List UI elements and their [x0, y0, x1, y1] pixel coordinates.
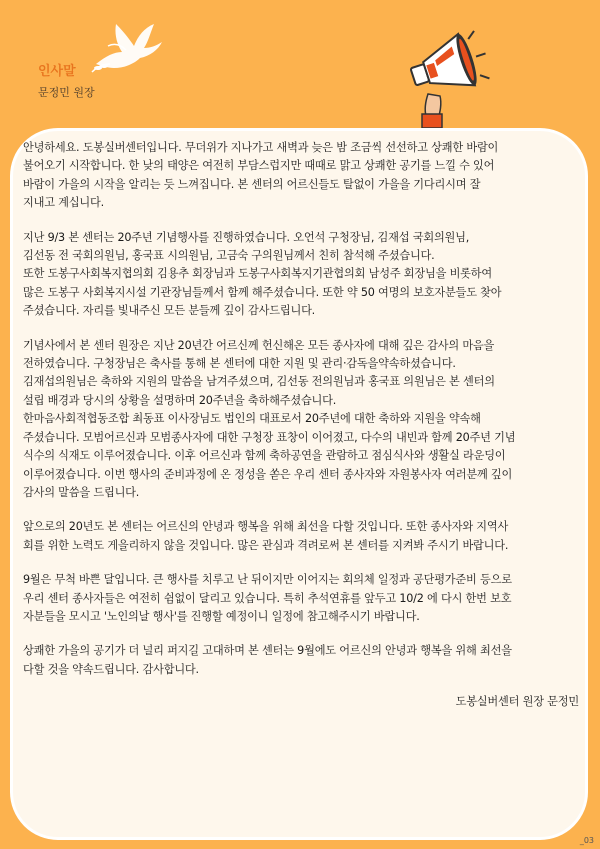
paragraph-ceremony: 기념사에서 본 센터 원장은 지난 20년간 어르신께 헌신해온 모든 종사자에 대해 깊은 감사의 마음을 전하였습니다. 구청장님은 축사를 통해 본 센터에 대한 지원 및 관리·감독을약속하셨습니다. 김재섭의원님은 축하와 지원의 말씀을 남겨주셨으며, 김선동 전의원님과 홍국표 의원님은 본 센터의 설립 배경과 당시의 상황을 설명하며 20주년을 축하해주셨습니다. 한마음사회적협동조합 최동표 이사장님도 법인의 대표로서 20주년에 대한 축하와 지원을 약속해 주셨습니다. 모범어르신과 모범종사자에 대한 구청장 표창이 이어졌고, 다수의 내빈과 함께 20주년 기념 식수의 식재도 이루어졌습니다. 이후 어르신과 함께 축하공연을 관람하고 점심식사와 생활실 라운딩이 이루어졌습니다. 이번 행사의 준비과정에 온 정성을 쏟은 우리 센터 종사자와 자원봉사자 여러분께 깊이 감사의 말씀을 드립니다. [23, 338, 516, 499]
paragraph-closing: 상쾌한 가을의 공기가 더 널리 퍼지길 고대하며 본 센터는 9월에도 어르신의 안녕과 행복을 위해 최선을 다할 것을 약속드립니다. 감사합니다. [23, 644, 512, 676]
page-subtitle: 문정민 원장 [38, 86, 95, 99]
page-number: _03 [579, 836, 594, 845]
megaphone-icon [398, 28, 490, 128]
dove-icon [88, 6, 168, 78]
page-title: 인사말 [38, 64, 76, 79]
paragraph-september: 9월은 무척 바쁜 달입니다. 큰 행사를 치루고 난 뒤이지만 이어지는 회의체 일정과 공단평가준비 등으로 우리 센터 종사자들은 여전히 쉼없이 달리고 있습니다. 특히 추석연휴를 앞두고 10/2 에 다시 한번 보호 자분들을 모시고 '노인의날 행사'를 진행할 예정이니 일정에 참고해주시기 바랍니다. [23, 573, 512, 623]
letter-body [23, 139, 579, 712]
paragraph-anniversary: 지난 9/3 본 센터는 20주년 기념행사를 진행하였습니다. 오언석 구청장님, 김재섭 국회의원님, 김선동 전 국회의원님, 홍국표 시의원님, 고금숙 구의원님께서 친히 참석해 주셨습니다. 또한 도봉구사회복지협의회 김용추 회장님과 도봉구사회복지기관협의회 남성주 회장님을 비롯하여 많은 도봉구 사회복지시설 기관장님들께서 함께 해주셨습니다. 또한 약 50 여명의 보호자분들도 찾아 주셨습니다. 자리를 빛내주신 모든 분들께 깊이 감사드립니다. [23, 230, 502, 318]
paragraph-greeting: 안녕하세요. 도봉실버센터입니다. 무더위가 지나가고 새벽과 늦은 밤 조금씩 선선하고 상쾌한 바람이 불어오기 시작합니다. 한 낮의 태양은 여전히 부담스럽지만 때때로 맑고 상쾌한 공기를 느낄 수 있어 바람이 가을의 시작을 알리는 듯 느껴집니다. 본 센터의 어르신들도 탈없이 가을을 기다리시며 잘 지내고 계십니다. [23, 141, 499, 210]
signature: 도봉실버센터 원장 문정민 [455, 695, 579, 709]
paragraph-future: 앞으로의 20년도 본 센터는 어르신의 안녕과 행복을 위해 최선을 다할 것입니다. 또한 종사자와 지역사 회를 위한 노력도 게을리하지 않을 것입니다. 많은 관심과 격려로써 본 센터를 지켜봐 주시기 바랍니다. [23, 520, 509, 552]
